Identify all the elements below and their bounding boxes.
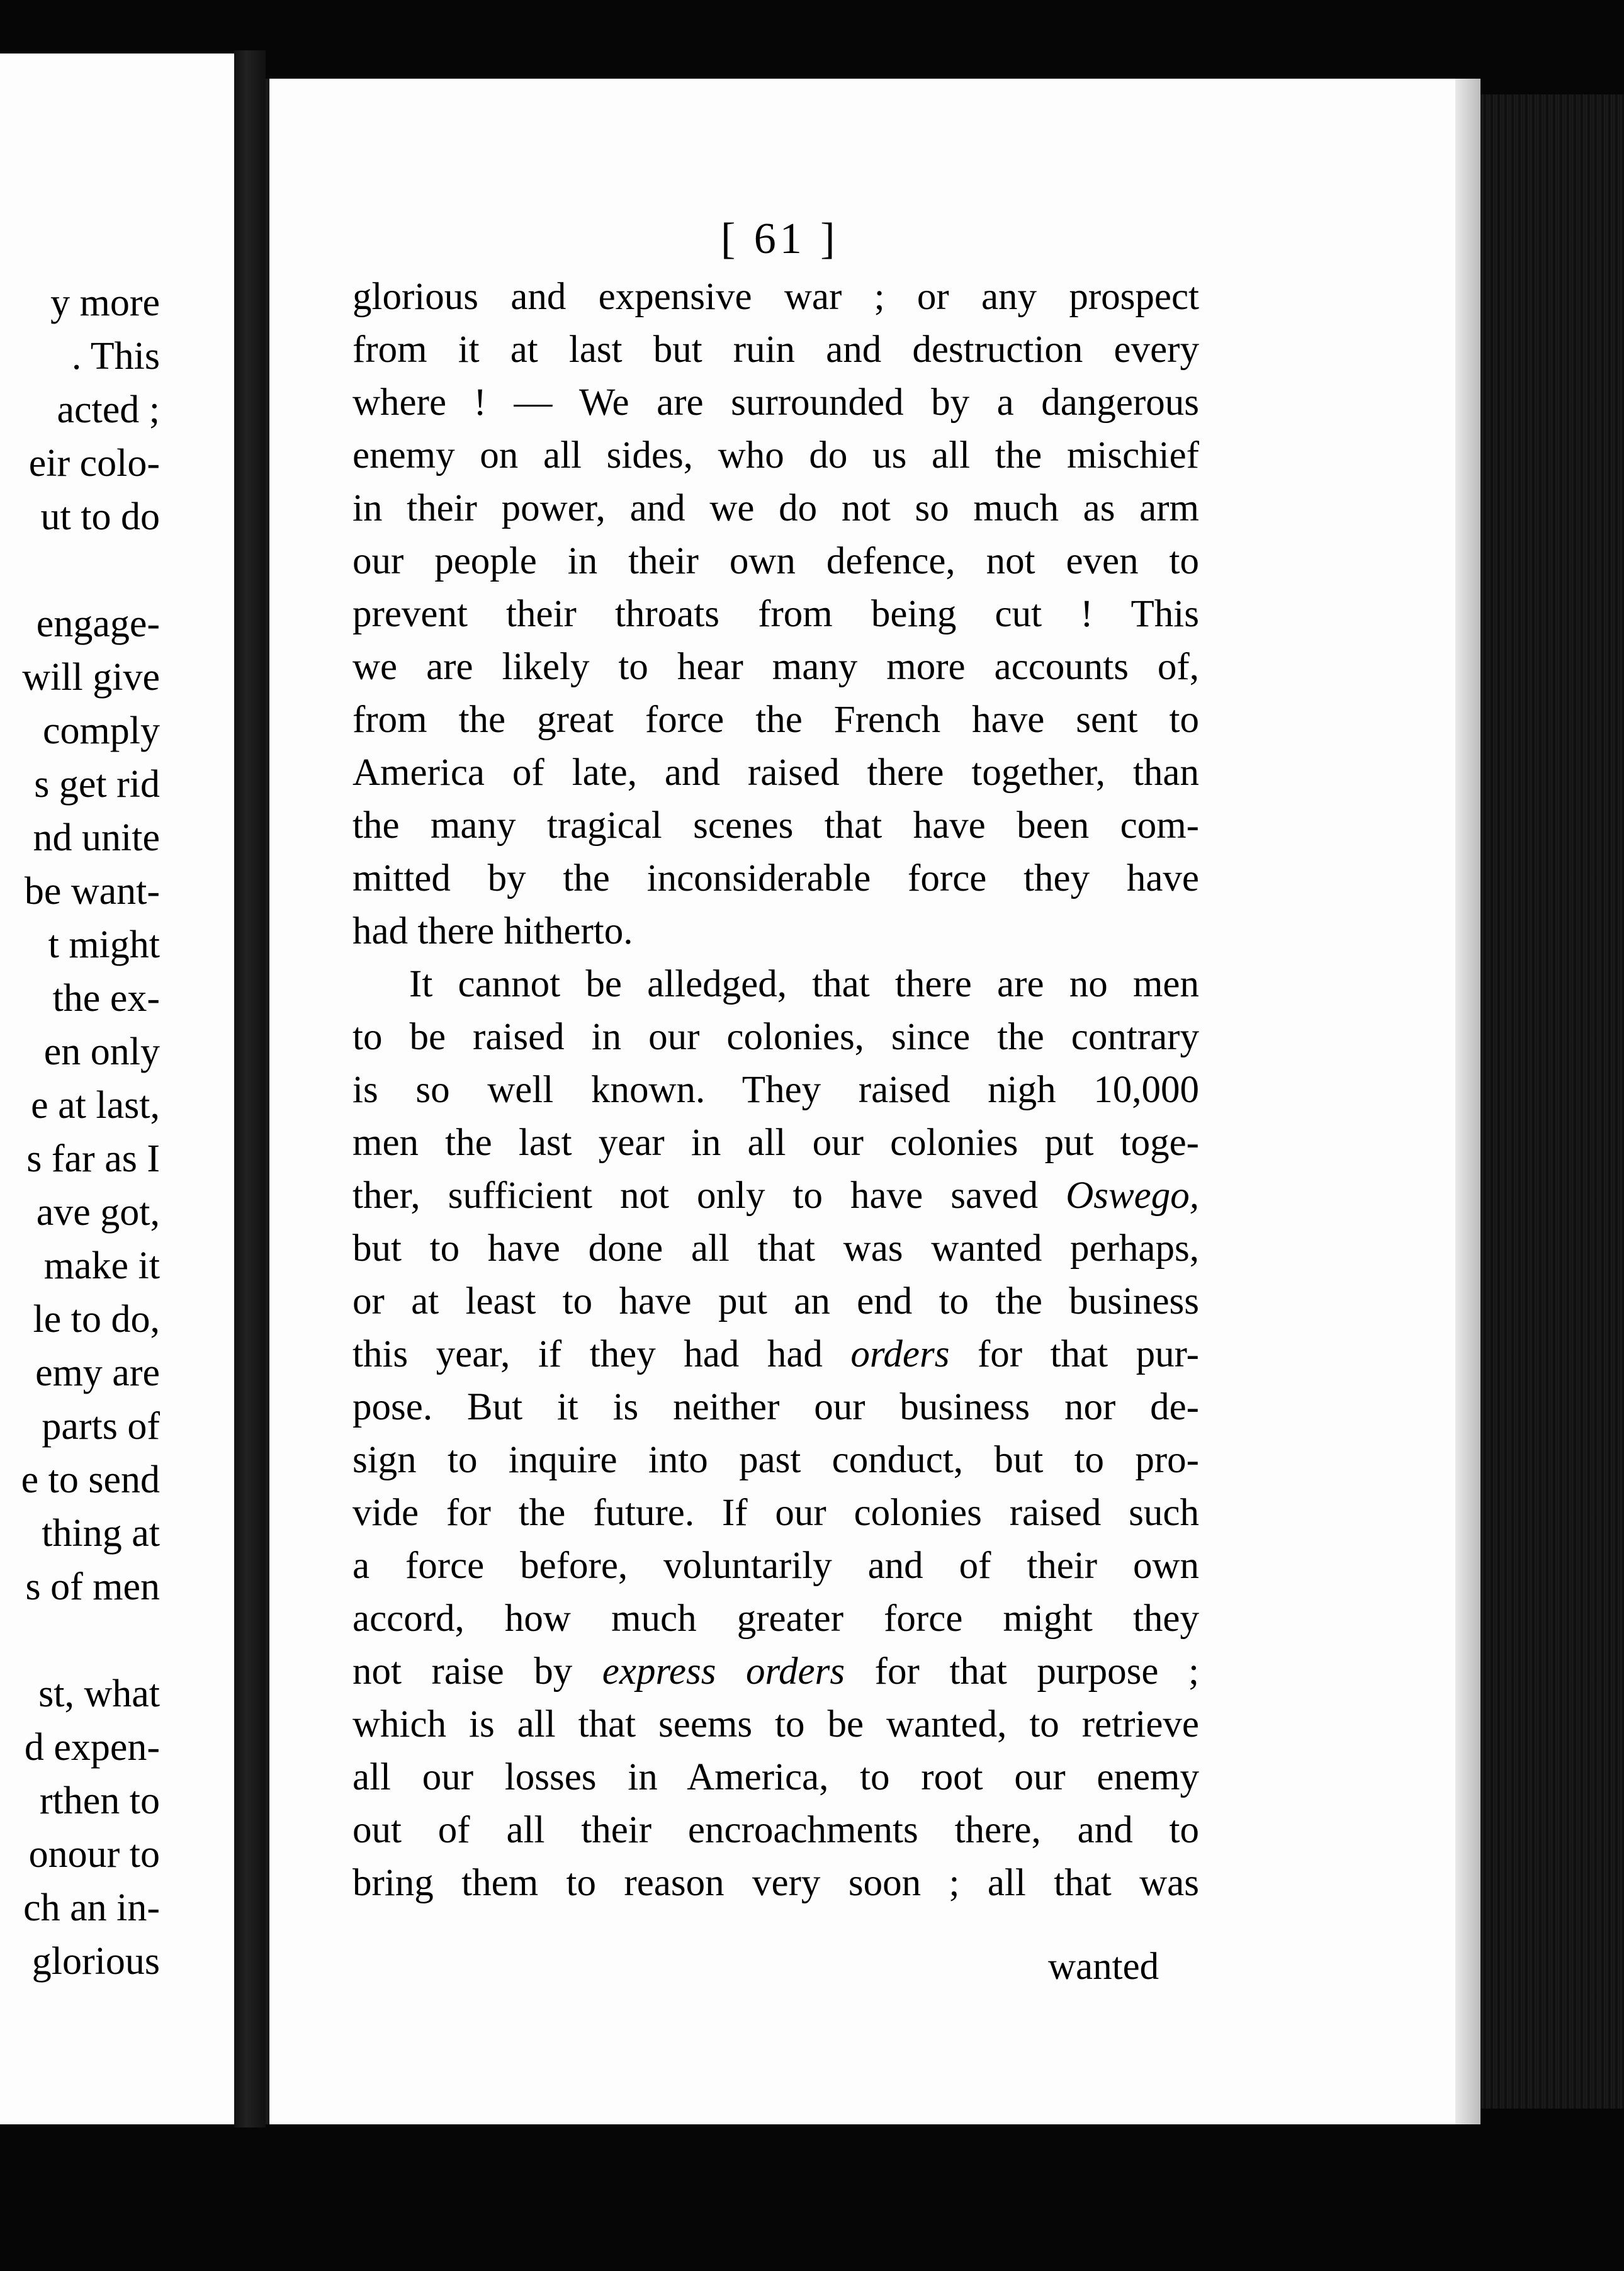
left-line: comply xyxy=(43,709,160,752)
left-line: d expen- xyxy=(24,1726,160,1769)
scan-background-edge xyxy=(1480,94,1624,2109)
paragraph-start-line: It cannot be alledged, that there are no men xyxy=(409,963,1199,1005)
text-line-with-italic xyxy=(352,1328,1199,1381)
text-segment: this year, if they had had xyxy=(352,1333,823,1375)
text-line: our people in their own defence, not even to xyxy=(352,540,1199,582)
text-line: mitted by the inconsiderable force they have xyxy=(352,857,1199,899)
text-line: is so well known. They raised nigh 10,000 xyxy=(352,1069,1199,1111)
gutter-shadow xyxy=(234,50,266,2127)
italic-place-name: Oswego, xyxy=(1066,1175,1200,1217)
text-line: we are likely to hear many more accounts of, xyxy=(352,646,1199,688)
left-line: s of men xyxy=(25,1565,160,1608)
left-line: eir colo- xyxy=(28,442,160,485)
text-segment: for that purpose ; xyxy=(874,1650,1199,1693)
text-line: bring them to reason very soon ; all that was xyxy=(352,1862,1199,1904)
left-line: onour to xyxy=(28,1833,160,1876)
left-line: engage- xyxy=(36,602,160,645)
left-line: le to do, xyxy=(33,1298,160,1341)
text-line: America of late, and raised there together, than xyxy=(352,752,1199,794)
left-line: e to send xyxy=(21,1458,160,1501)
left-line: y more xyxy=(50,281,160,324)
left-line: ch an in- xyxy=(23,1886,160,1929)
left-line: emy are xyxy=(35,1351,160,1394)
body-text xyxy=(352,271,1199,1910)
italic-phrase: express orders xyxy=(602,1650,845,1693)
catchword: wanted xyxy=(1048,1946,1159,1988)
text-line: to be raised in our colonies, since the contrary xyxy=(352,1016,1199,1058)
left-line: nd unite xyxy=(33,816,160,859)
text-line: vide for the future. If our colonies raised such xyxy=(352,1492,1199,1534)
text-line: pose. But it is neither our business nor de- xyxy=(352,1386,1199,1428)
text-line: all our losses in America, to root our enemy xyxy=(352,1756,1199,1798)
text-line: accord, how much greater force might they xyxy=(352,1598,1199,1640)
text-line: enemy on all sides, who do us all the mischief xyxy=(352,434,1199,476)
text-line-with-italic xyxy=(352,1645,1199,1698)
left-line: the ex- xyxy=(52,977,160,1020)
text-line-with-italic xyxy=(352,1169,1199,1222)
left-line: acted ; xyxy=(57,388,160,431)
page-number: [ 61 ] xyxy=(721,215,839,263)
left-line: s get rid xyxy=(34,763,160,806)
left-line: rthen to xyxy=(39,1779,160,1822)
italic-word: orders xyxy=(850,1333,950,1375)
left-line: will give xyxy=(22,656,160,699)
left-line: st, what xyxy=(38,1672,160,1715)
text-line: where ! — We are surrounded by a dangerous xyxy=(352,381,1199,424)
left-line: glorious xyxy=(31,1940,160,1983)
text-segment: ther, sufficient not only to have saved xyxy=(352,1175,1039,1217)
page-edge xyxy=(1455,79,1480,2124)
text-line: which is all that seems to be wanted, to retrieve xyxy=(352,1703,1199,1745)
left-line: e at last, xyxy=(31,1084,160,1127)
text-line: glorious and expensive war ; or any prospect xyxy=(352,276,1199,318)
left-line: ut to do xyxy=(40,495,160,538)
text-line: or at least to have put an end to the business xyxy=(352,1280,1199,1322)
left-line: t might xyxy=(48,923,160,966)
text-line: prevent their throats from being cut ! This xyxy=(352,593,1199,635)
left-line: make it xyxy=(43,1244,160,1287)
left-line: . This xyxy=(71,335,160,378)
text-line: from it at last but ruin and destruction every xyxy=(352,329,1199,371)
text-line: out of all their encroachments there, and to xyxy=(352,1809,1199,1851)
text-segment: for that pur- xyxy=(977,1333,1199,1375)
text-line: sign to inquire into past conduct, but to pro- xyxy=(352,1439,1199,1481)
left-line: be want- xyxy=(24,870,160,913)
text-line: a force before, voluntarily and of their own xyxy=(352,1545,1199,1587)
left-line: parts of xyxy=(42,1405,160,1448)
text-line: in their power, and we do not so much as arm xyxy=(352,487,1199,529)
left-line: en only xyxy=(43,1030,160,1073)
left-page-fragment xyxy=(0,54,234,2124)
text-line: but to have done all that was wanted perhaps, xyxy=(352,1227,1199,1270)
text-line: the many tragical scenes that have been com- xyxy=(352,804,1199,847)
text-line: men the last year in all our colonies put toge- xyxy=(352,1122,1199,1164)
left-line: s far as I xyxy=(26,1137,160,1180)
left-line: ave got, xyxy=(36,1191,160,1234)
left-line: thing at xyxy=(42,1512,160,1555)
text-line: from the great force the French have sent to xyxy=(352,699,1199,741)
text-segment: not raise by xyxy=(352,1650,573,1693)
text-line: had there hitherto. xyxy=(352,910,633,952)
